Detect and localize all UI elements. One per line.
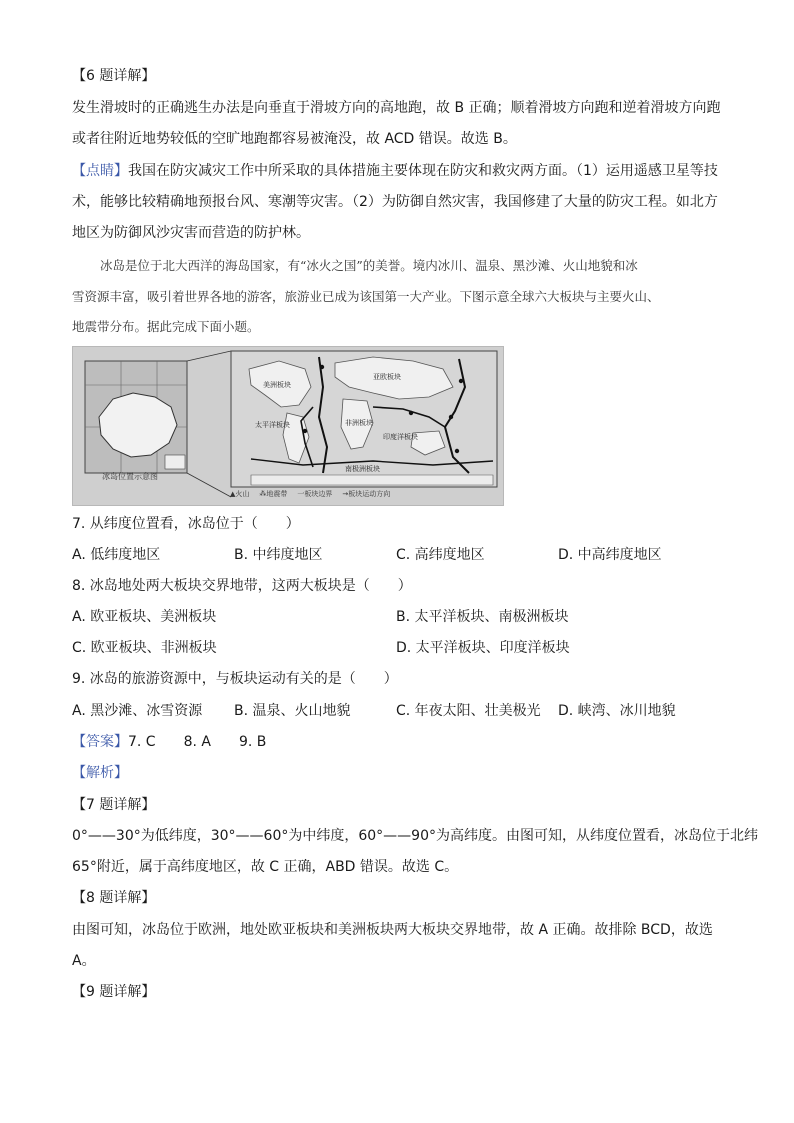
antarctica-shape [251, 475, 493, 485]
q9-option-c: C. 年夜太阳、壮美极光 [396, 703, 541, 719]
map-legend [230, 487, 498, 501]
q8-detail-line-1: 由图可知，冰岛位于欧洲，地处欧亚板块和美洲板块两大板块交界地带，故 A 正确。故排除 BCD，故选 [72, 922, 713, 938]
passage-line-3: 地震带分布。据此完成下面小题。 [72, 319, 260, 334]
plate-map-figure [72, 346, 504, 506]
q7-stem: 7. 从纬度位置看，冰岛位于（ ） [72, 516, 300, 532]
dianjing-line-3: 地区为防御风沙灾害而营造的防护林。 [72, 225, 310, 241]
q8-detail-heading: 【8 题详解】 [72, 890, 156, 906]
q7-option-d: D. 中高纬度地区 [558, 547, 662, 563]
answer-text: 7. C 8. A 9. B [128, 734, 267, 750]
plate-label-indian: 印度洋板块 [383, 433, 418, 441]
volcano-marker [455, 449, 459, 453]
q8-option-c: C. 欧亚板块、非洲板块 [72, 640, 217, 656]
dianjing-label: 【点睛】 [72, 163, 128, 179]
q6-detail-line-2: 或者往附近地势较低的空旷地跑都容易被淹没，故 ACD 错误。故选 B。 [72, 131, 517, 147]
q9-option-d: D. 峡湾、冰川地貌 [558, 703, 676, 719]
q8-detail-line-2: A。 [72, 953, 96, 969]
passage-line-1: 冰岛是位于北大西洋的海岛国家，有“冰火之国”的美誉。境内冰川、温泉、黑沙滩、火山地貌和冰 [100, 258, 638, 273]
answer-label: 【答案】 [72, 734, 128, 750]
plate-label-african: 非洲板块 [345, 419, 373, 427]
q7-detail-line-2: 65°附近，属于高纬度地区，故 C 正确，ABD 错误。故选 C。 [72, 859, 459, 875]
q8-option-a: A. 欧亚板块、美洲板块 [72, 609, 217, 625]
dianjing-text-1: 我国在防灾减灾工作中所采取的具体措施主要体现在防灾和救灾两方面。（1）运用遥感卫星等技 [128, 163, 718, 179]
q9-stem: 9. 冰岛的旅游资源中，与板块运动有关的是（ ） [72, 671, 398, 687]
legend-plate-motion: →板块运动方向 [342, 490, 391, 498]
q6-detail-line-1: 发生滑坡时的正确逃生办法是向垂直于滑坡方向的高地跑，故 B 正确；顺着滑坡方向跑和逆着滑坡方向跑 [72, 100, 721, 116]
plate-label-eurasian: 亚欧板块 [373, 373, 401, 381]
q7-detail-line-1: 0°——30°为低纬度，30°——60°为中纬度，60°——90°为高纬度。由图可知，从纬度位置看，冰岛位于北纬 [72, 828, 758, 844]
analysis-label: 【解析】 [72, 765, 128, 781]
q6-detail-heading: 【6 题详解】 [72, 68, 156, 84]
q9-option-a: A. 黑沙滩、冰雪资源 [72, 703, 203, 719]
dianjing-line-2: 术，能够比较精确地预报台风、寒潮等灾害。（2）为防御自然灾害，我国修建了大量的防灾工程。如北方 [72, 194, 718, 210]
volcano-marker [449, 415, 453, 419]
q7-detail-heading: 【7 题详解】 [72, 797, 156, 813]
volcano-marker [409, 411, 413, 415]
q8-stem: 8. 冰岛地处两大板块交界地带，这两大板块是（ ） [72, 578, 412, 594]
inset-scale-box [165, 455, 185, 469]
q7-option-c: C. 高纬度地区 [396, 547, 485, 563]
q8-option-b: B. 太平洋板块、南极洲板块 [396, 609, 569, 625]
legend-plate-boundary: 一板块边界 [297, 490, 333, 498]
legend-volcano: ▲火山 [230, 490, 250, 498]
q7-option-a: A. 低纬度地区 [72, 547, 161, 563]
inset-connector-line [187, 473, 231, 497]
passage-line-2: 雪资源丰富，吸引着世界各地的游客，旅游业已成为该国第一大产业。下图示意全球六大板块与主要火山、 [72, 289, 660, 304]
volcano-marker [303, 429, 307, 433]
inset-caption: 冰岛位置示意图 [102, 472, 158, 481]
inset-connector-line [187, 351, 231, 361]
plate-label-american: 美洲板块 [263, 381, 291, 389]
volcano-marker [320, 365, 324, 369]
q7-option-b: B. 中纬度地区 [234, 547, 323, 563]
legend-seismic-belt: ⁂地震带 [259, 490, 288, 498]
q8-option-d: D. 太平洋板块、印度洋板块 [396, 640, 570, 656]
dianjing-paragraph-line-1 [72, 161, 718, 181]
q9-detail-heading: 【9 题详解】 [72, 984, 156, 1000]
plate-label-antarctic: 南极洲板块 [345, 465, 380, 473]
plate-label-pacific: 太平洋板块 [255, 421, 290, 429]
q9-option-b: B. 温泉、火山地貌 [234, 703, 351, 719]
volcano-marker [459, 379, 463, 383]
answer-line [72, 732, 266, 752]
